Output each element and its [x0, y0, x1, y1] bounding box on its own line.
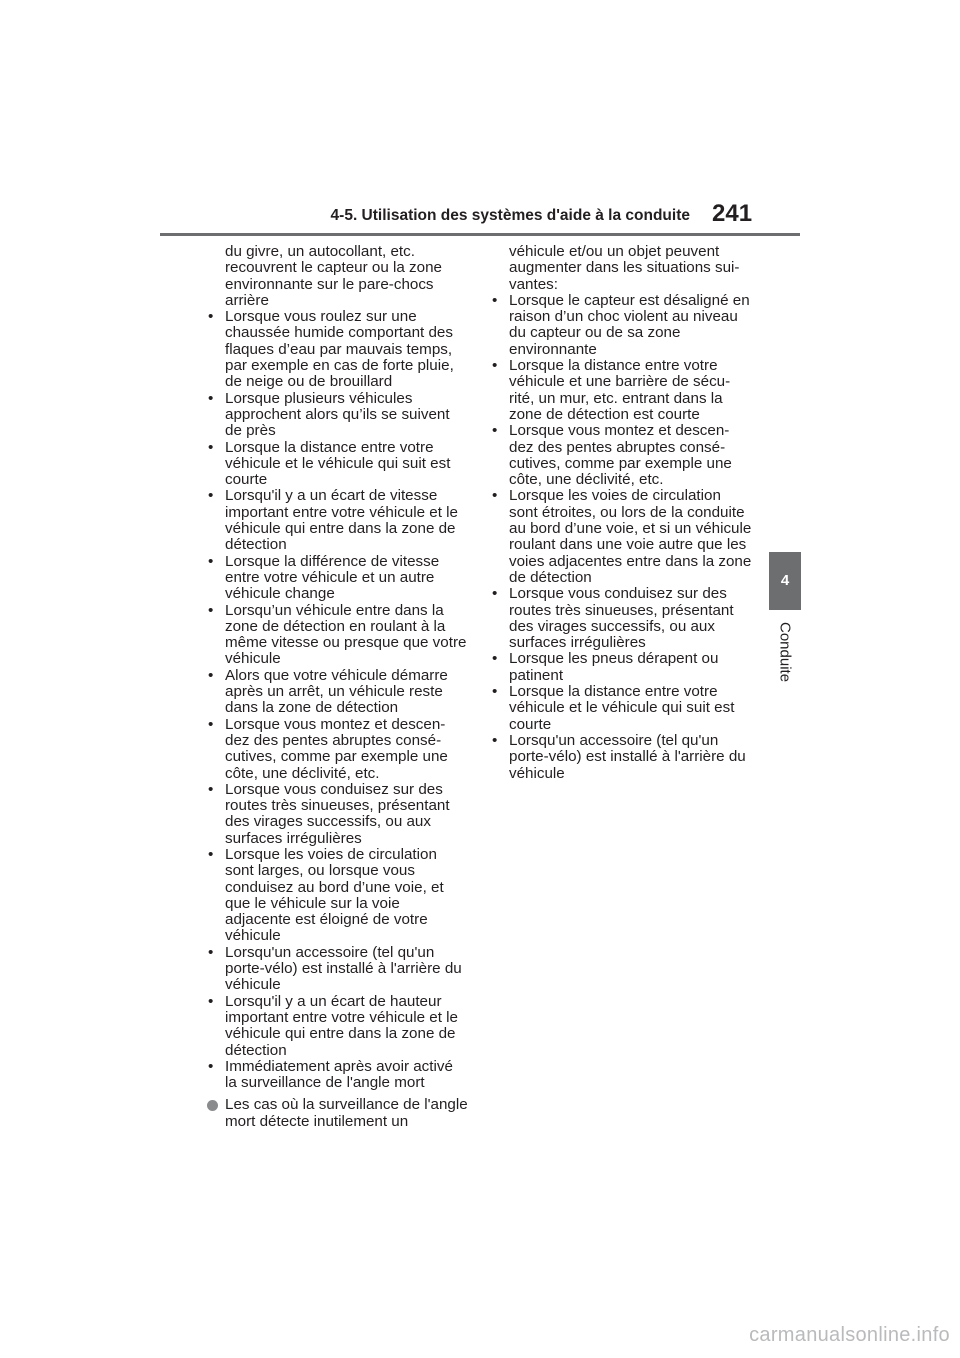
bullet-mark: • — [492, 731, 498, 749]
list-item — [487, 733, 752, 782]
list-item — [487, 684, 752, 733]
bullet-mark: • — [492, 683, 498, 701]
list-item-text: Lorsqu’un véhicule entre dans la zone de détection en roulant à la même vitesse ou presque que votre véhicule — [225, 601, 467, 668]
list-item — [203, 945, 468, 994]
bullet-mark: • — [208, 943, 214, 961]
list-item-text: Alors que votre véhicule démarre après un arrêt, un véhicule reste dans la zone de détection — [225, 666, 448, 717]
list-item-text: Lorsqu'un accessoire (tel qu'un porte-vélo) est installé à l'arrière du véhicule — [509, 731, 746, 782]
right-intro-text: véhicule et/ou un objet peuvent augmenter dans les situations sui-vantes: — [509, 243, 740, 293]
list-item — [203, 1059, 468, 1092]
page-number: 241 — [712, 200, 753, 227]
bullet-mark: • — [492, 291, 498, 309]
list-item — [203, 847, 468, 945]
list-item-text: Lorsqu'il y a un écart de hauteur important entre votre véhicule et le véhicule qui entre dans la zone de détection — [225, 992, 458, 1059]
bullet-mark: • — [208, 308, 214, 326]
list-item — [487, 293, 752, 358]
bullet-mark: • — [208, 715, 214, 733]
right-bullet-list — [487, 293, 752, 782]
list-item — [203, 603, 468, 668]
bullet-mark: • — [208, 992, 214, 1010]
list-item-text: Lorsque vous montez et descen-dez des pentes abruptes consé-cutives, comme par exemple une côte, une déclivité, etc. — [225, 715, 448, 782]
section-item-text: Les cas où la surveillance de l'angle mort détecte inutilement un — [225, 1096, 468, 1130]
list-item-text: Lorsque les pneus dérapent ou patinent — [509, 650, 719, 684]
bullet-mark: • — [208, 389, 214, 407]
list-item-text: Lorsque plusieurs véhicules approchent alors qu’ils se suivent de près — [225, 389, 450, 440]
bullet-mark: • — [208, 1057, 214, 1075]
list-item — [203, 488, 468, 553]
list-item — [203, 309, 468, 390]
list-item-text: Lorsqu'il y a un écart de vitesse important entre votre véhicule et le véhicule qui entre dans la zone de détection — [225, 487, 458, 554]
list-item-text: Lorsque vous montez et descen-dez des pentes abruptes consé-cutives, comme par exemple une côte, une déclivité, etc. — [509, 422, 732, 489]
list-item-text: Lorsque les voies de circulation sont étroites, ou lors de la conduite au bord d’une voie, et si un véhicule roulant dans une voie autre que les voies adjacentes entre dans la zone de détection — [509, 487, 752, 586]
watermark: carmanualsonline.info — [749, 1324, 950, 1346]
bullet-mark: • — [208, 845, 214, 863]
list-item-text: Immédiatement après avoir activé la surveillance de l'angle mort — [225, 1057, 453, 1092]
list-item — [203, 782, 468, 847]
list-item-text: Lorsqu'un accessoire (tel qu'un porte-vélo) est installé à l'arrière du véhicule — [225, 943, 462, 994]
section-title: 4-5. Utilisation des systèmes d'aide à la conduite — [330, 207, 690, 224]
list-item — [487, 423, 752, 488]
list-item-text: Lorsque la distance entre votre véhicule et une barrière de sécu-rité, un mur, etc. entrant dans la zone de détection est courte — [509, 357, 731, 423]
list-item — [487, 651, 752, 684]
list-item-text: Lorsque les voies de circulation sont larges, ou lorsque vous conduisez au bord d’une voie, et que le véhicule sur la voie adjacente est éloigné de votre véhicule — [225, 845, 444, 945]
bullet-mark: • — [492, 487, 498, 505]
list-item — [203, 668, 468, 717]
list-item — [487, 358, 752, 423]
bullet-mark: • — [208, 487, 214, 505]
header-divider — [160, 233, 800, 236]
bullet-mark: • — [492, 650, 498, 668]
left-bullet-list — [203, 309, 468, 1091]
list-item — [203, 994, 468, 1059]
bullet-mark: • — [208, 438, 214, 456]
list-item — [487, 488, 752, 586]
list-item-text: Lorsque le capteur est désaligné en raison d’un choc violent au niveau du capteur ou de sa zone environnante — [509, 291, 750, 358]
bullet-mark: • — [208, 552, 214, 570]
list-item-text: Lorsque vous roulez sur une chaussée humide comportant des flaques d’eau par mauvais temps, par exemple en cas de forte pluie, de neige ou de brouillard — [225, 308, 454, 391]
left-intro-text: du givre, un autocollant, etc. recouvrent le capteur ou la zone environnante sur le pare-chocs arrière — [225, 243, 442, 309]
list-item-text: Lorsque vous conduisez sur des routes très sinueuses, présentant des virages successifs, ou aux surfaces irrégulières — [225, 780, 450, 847]
chapter-tab: 4 — [769, 552, 801, 610]
chapter-label: Conduite — [776, 622, 794, 683]
bullet-mark: • — [208, 666, 214, 684]
list-item — [487, 586, 752, 651]
list-item-text: Lorsque la différence de vitesse entre votre véhicule et un autre véhicule change — [225, 552, 440, 603]
bullet-mark: • — [208, 780, 214, 798]
list-item — [203, 391, 468, 440]
bullet-mark: • — [492, 422, 498, 440]
list-item-text: Lorsque la distance entre votre véhicule et le véhicule qui suit est courte — [509, 683, 735, 733]
left-column — [203, 244, 468, 1130]
list-item-text: Lorsque la distance entre votre véhicule et le véhicule qui suit est courte — [225, 438, 451, 489]
section-item — [203, 1097, 468, 1130]
list-item-text: Lorsque vous conduisez sur des routes très sinueuses, présentant des virages successifs, ou aux surfaces irrégulières — [509, 585, 734, 652]
right-column — [487, 244, 752, 782]
list-item — [203, 554, 468, 603]
list-item — [203, 717, 468, 782]
bullet-mark: • — [208, 601, 214, 619]
list-item — [203, 440, 468, 489]
bullet-mark: • — [492, 357, 498, 375]
circle-bullet-icon — [207, 1100, 218, 1111]
bullet-mark: • — [492, 585, 498, 603]
